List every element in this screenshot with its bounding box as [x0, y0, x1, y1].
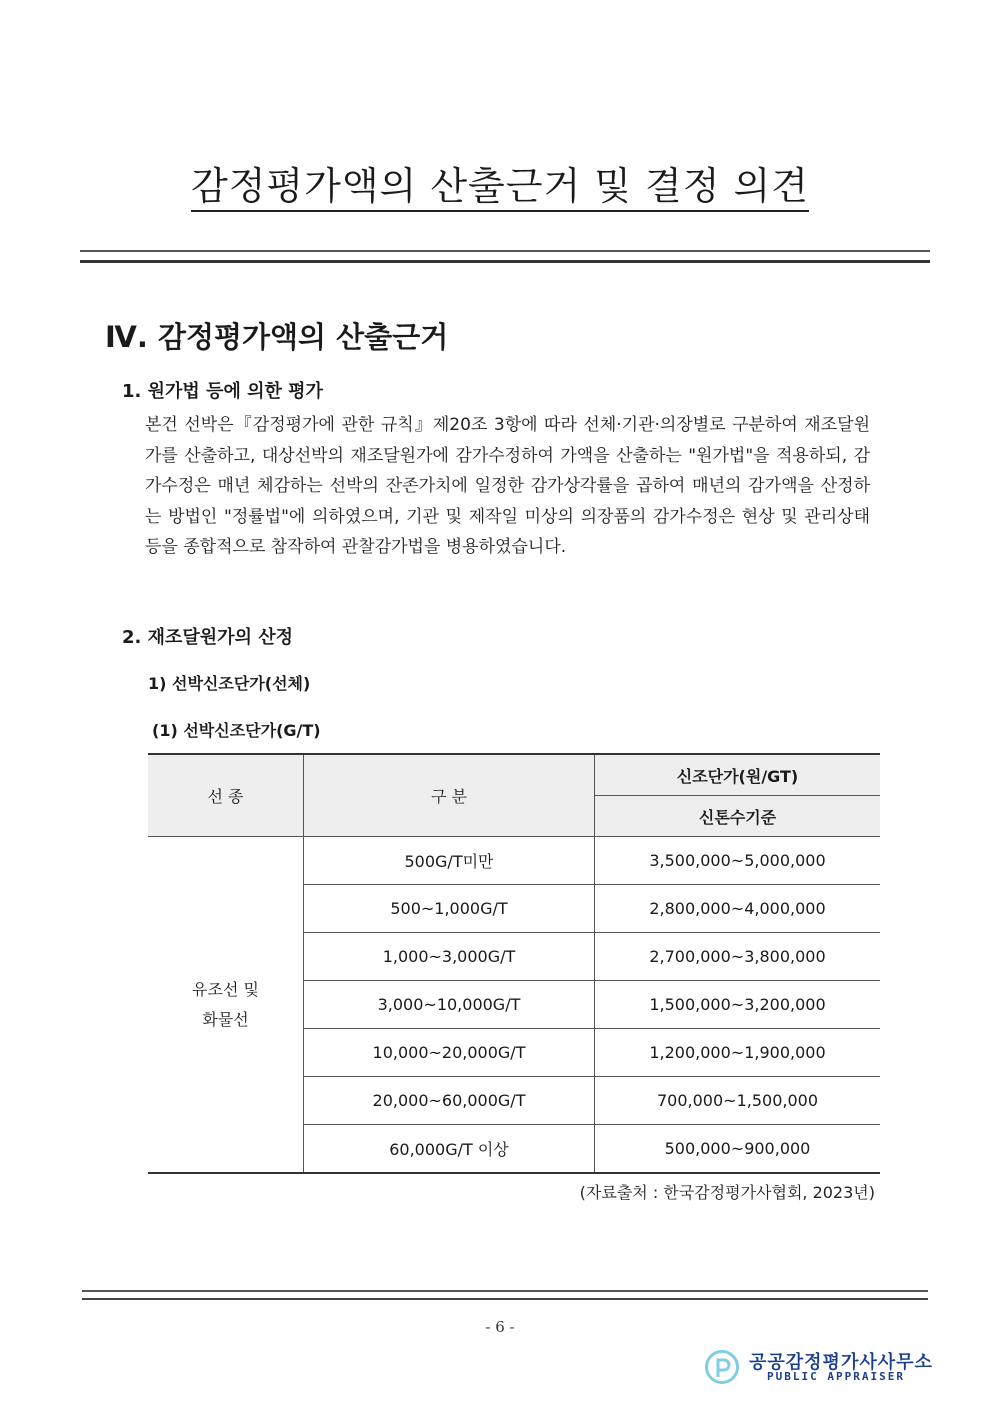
range-cell: 60,000G/T 이상 — [304, 1125, 595, 1174]
page-number: - 6 - — [485, 1318, 515, 1336]
document-title-text: 감정평가액의 산출근거 및 결정 의견 — [191, 164, 809, 212]
range-cell: 3,000~10,000G/T — [304, 981, 595, 1029]
header-basis: 신톤수기준 — [595, 796, 881, 837]
subsection-heading-cost-method: 1. 원가법 등에 의한 평가 — [122, 381, 323, 402]
ship-type-cell — [148, 837, 304, 1174]
logo-name-english: PUBLIC APPRAISER — [767, 1370, 905, 1383]
price-cell: 2,700,000~3,800,000 — [595, 933, 881, 981]
body-paragraph: 본건 선박은『감정평가에 관한 규칙』제20조 3항에 따라 선체·기관·의장별로 구분하여 재조달원가를 산출하고, 대상선박의 재조달원가에 감가수정하여 가액을 산출하는 "원가법"을 적용하되, 감가수정은 매년 체감하는 선박의 잔존가치에 일정한 감가상각률을 곱하여 매년의 감가액을 산정하는 방법인 "정률법"에 의하였으며, 기관 및 제작일 미상의 의장품의 감가수정은 현상 및 관리상태 등을 종합적으로 참작하여 관찰감가법을 병용하였습니다. — [145, 415, 870, 557]
table-row — [148, 837, 880, 885]
range-cell: 10,000~20,000G/T — [304, 1029, 595, 1077]
item-heading-gt-price: (1) 선박신조단가(G/T) — [152, 721, 321, 740]
document-title — [0, 155, 1000, 210]
range-cell: 1,000~3,000G/T — [304, 933, 595, 981]
ship-type-text: 유조선 및 화물선 — [192, 979, 259, 1029]
price-cell: 3,500,000~5,000,000 — [595, 837, 881, 885]
item-heading-hull-price: 1) 선박신조단가(선체) — [148, 674, 311, 693]
price-cell: 700,000~1,500,000 — [595, 1077, 881, 1125]
price-cell: 500,000~900,000 — [595, 1125, 881, 1174]
range-cell: 500~1,000G/T — [304, 885, 595, 933]
bottom-divider — [82, 1290, 928, 1300]
source-note: (자료출처 : 한국감정평가사협회, 2023년) — [579, 1183, 875, 1202]
header-category: 구 분 — [304, 754, 595, 837]
logo-name-korean: 공공감정평가사사무소 — [749, 1352, 933, 1373]
price-cell: 1,500,000~3,200,000 — [595, 981, 881, 1029]
price-cell: 1,200,000~1,900,000 — [595, 1029, 881, 1077]
top-divider — [80, 250, 930, 263]
newbuild-price-table — [148, 753, 880, 1174]
header-ship-type: 선 종 — [148, 754, 304, 837]
range-cell: 500G/T미만 — [304, 837, 595, 885]
appraiser-logo — [705, 1348, 935, 1388]
p-circle-logo-icon — [705, 1350, 739, 1384]
header-unit-price: 신조단가(원/GT) — [595, 754, 881, 796]
price-cell: 2,800,000~4,000,000 — [595, 885, 881, 933]
range-cell: 20,000~60,000G/T — [304, 1077, 595, 1125]
subsection-heading-replacement-cost: 2. 재조달원가의 산정 — [122, 627, 293, 648]
section-heading: Ⅳ. 감정평가액의 산출근거 — [105, 320, 449, 354]
